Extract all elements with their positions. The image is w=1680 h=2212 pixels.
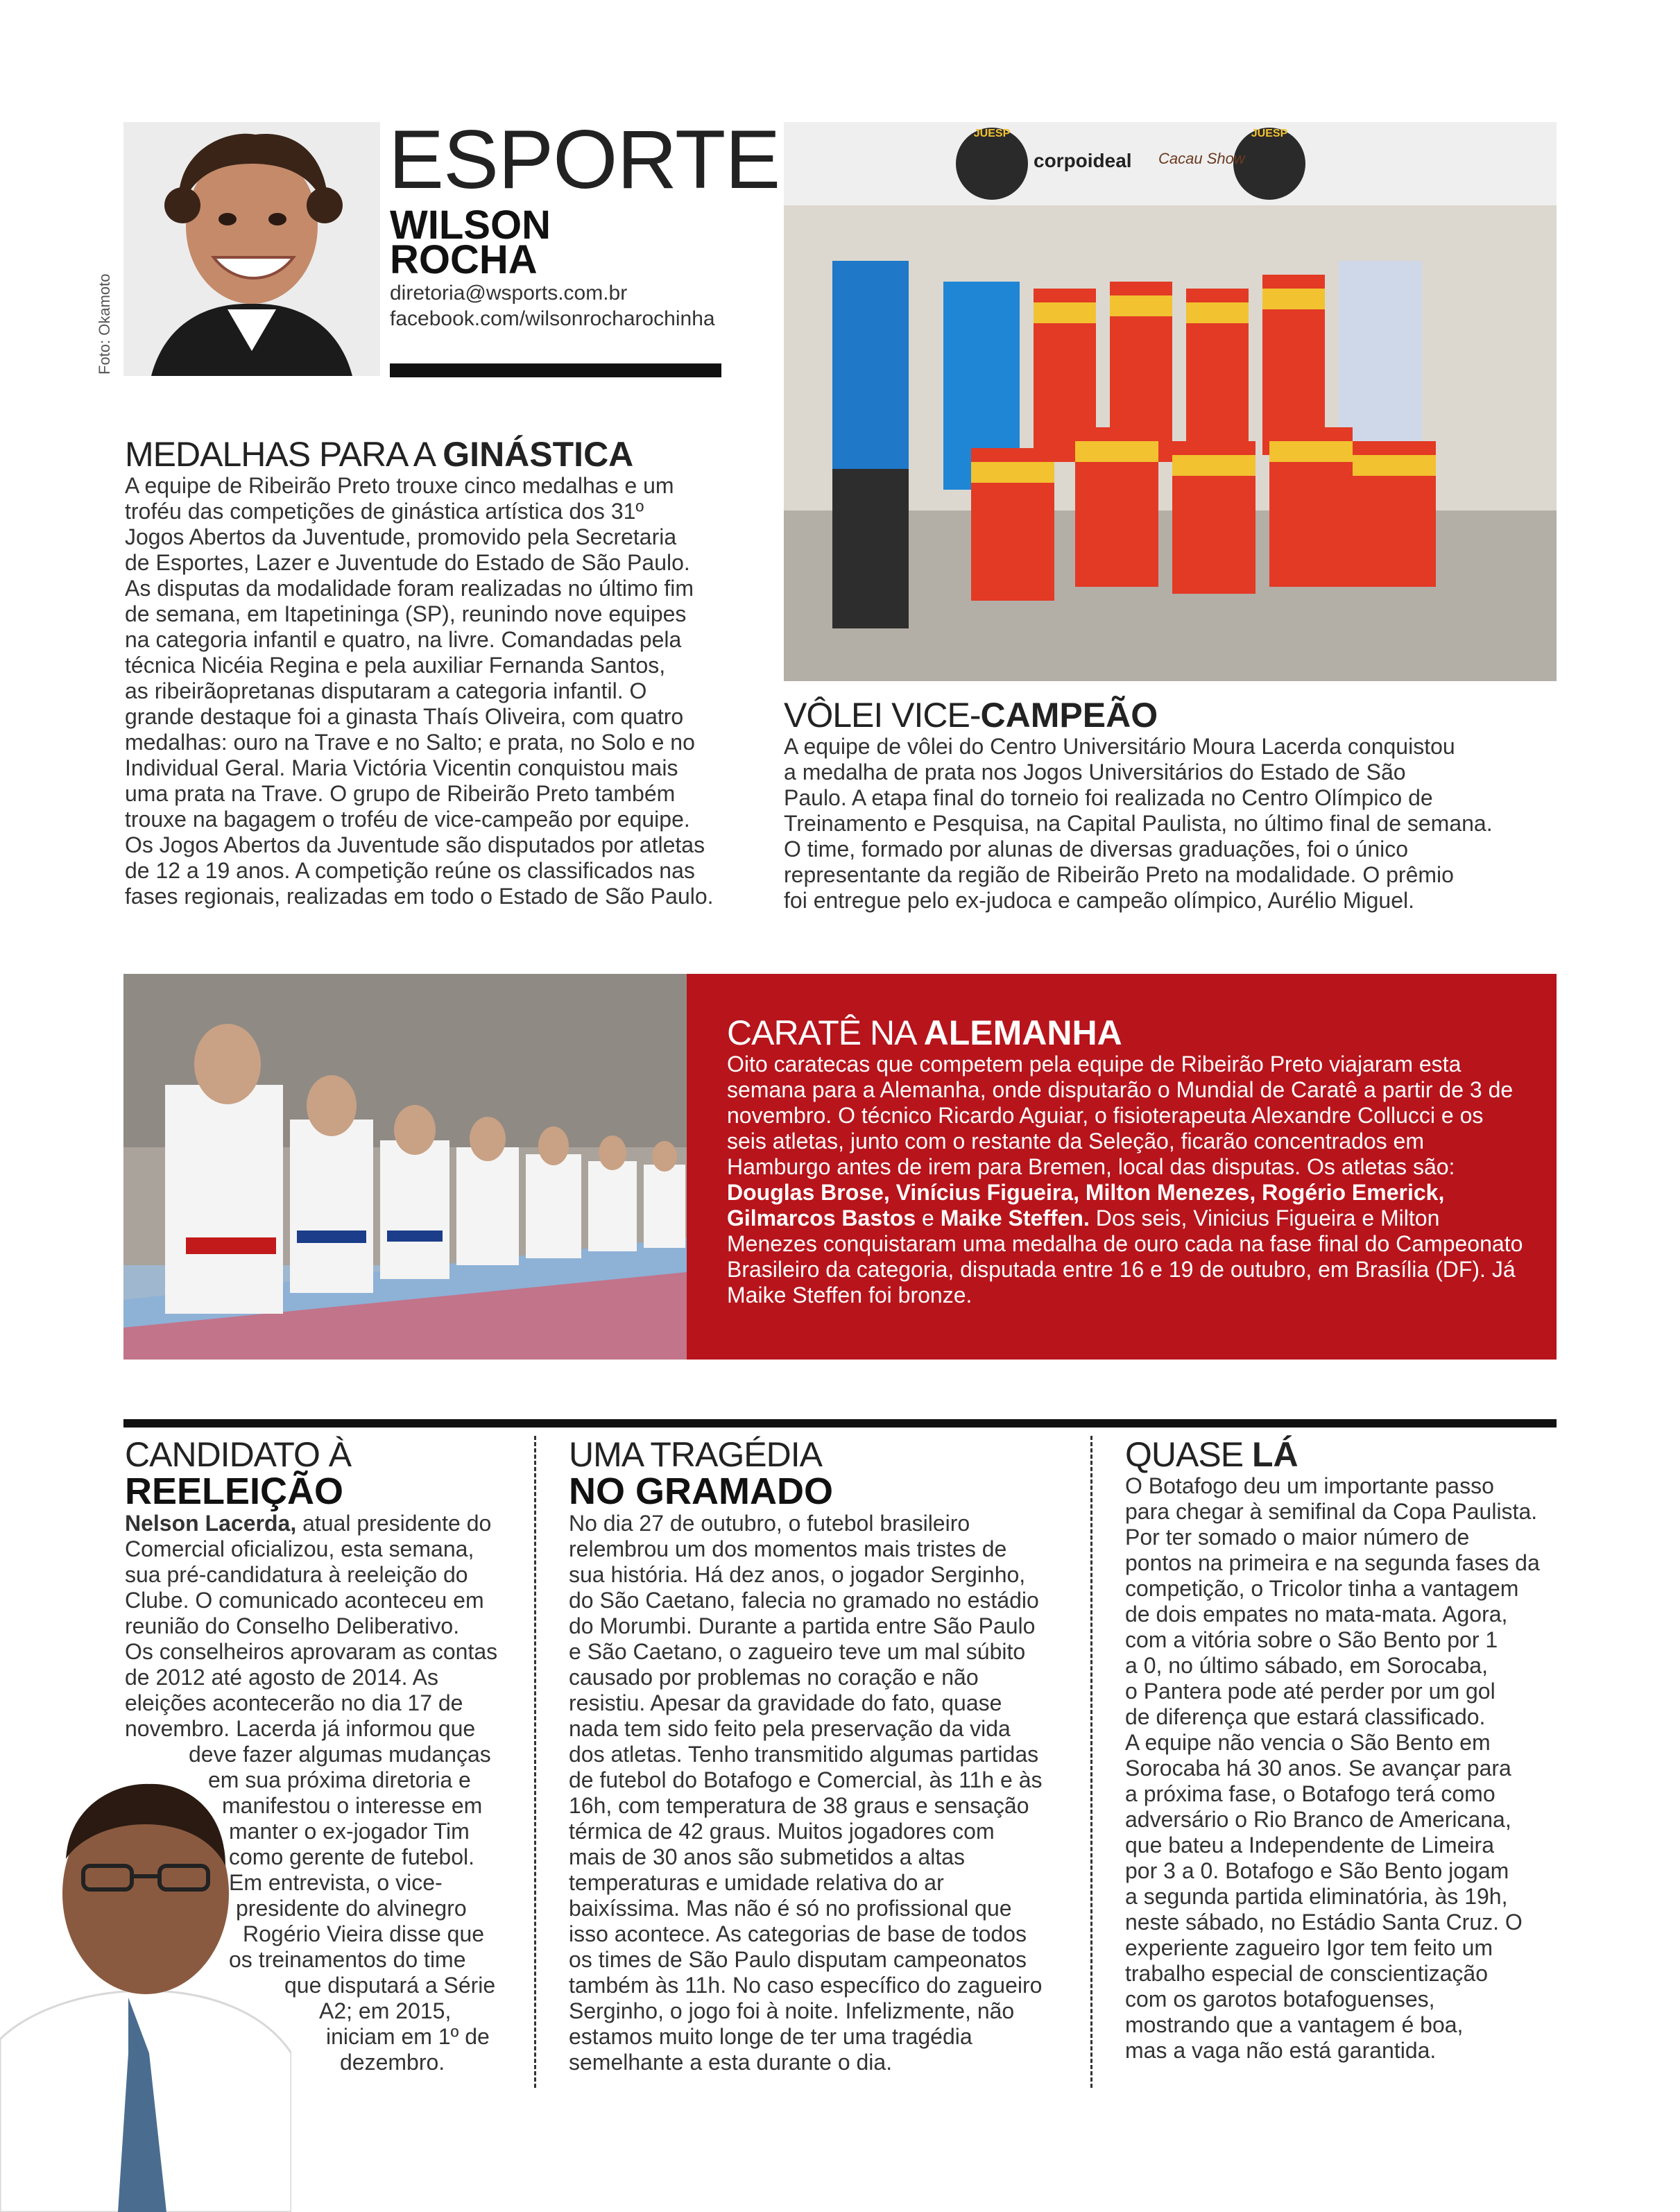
quase-line: neste sábado, no Estádio Santa Cruz. O: [1125, 1910, 1523, 1935]
carate-body: [727, 1052, 1525, 1308]
ginastica-line: uma prata na Trave. O grupo de Ribeirão Preto também: [125, 781, 676, 806]
quase-line: a segunda partida eliminatória, às 19h,: [1125, 1884, 1508, 1909]
quase-line: o Pantera pode até perder por um gol: [1125, 1679, 1495, 1704]
ginastica-line: As disputas da modalidade foram realizadas no último fim: [125, 576, 694, 601]
reeleicao-line: os treinamentos do time: [229, 1947, 466, 1972]
column-divider-1: [534, 1436, 536, 2088]
quase-line: de diferença que estará classificado.: [1125, 1704, 1486, 1729]
tragedia-line: sua história. Há dez anos, o jogador Serginho,: [569, 1562, 1026, 1587]
quase-line: que bateu a Independente de Limeira: [1125, 1833, 1494, 1858]
tragedia-line: relembrou um dos momentos mais tristes de: [569, 1536, 1007, 1561]
tragedia-line: do São Caetano, falecia no gramado no estádio: [569, 1588, 1039, 1613]
photo-banner-juesp-1: JUESP: [973, 128, 1011, 139]
volei-line: Paulo. A etapa final do torneio foi realizada no Centro Olímpico de: [784, 785, 1433, 810]
reeleicao-line: sua pré-candidatura à reeleição do: [125, 1562, 468, 1587]
volei-line: Treinamento e Pesquisa, na Capital Paulista, no último final de semana.: [784, 811, 1493, 836]
quase-line: por 3 a 0. Botafogo e São Bento jogam: [1125, 1858, 1509, 1883]
reeleicao-line: iniciam em 1º de: [326, 2024, 490, 2049]
reeleicao-title-light: CANDIDATO À: [125, 1435, 352, 1474]
quase-line: com os garotos botafoguenses,: [1125, 1987, 1435, 2012]
quase-line: pontos na primeira e na segunda fases da: [1125, 1550, 1540, 1575]
author-name-last: ROCHA: [390, 237, 538, 282]
ginastica-line: Individual Geral. Maria Victória Vicentin conquistou mais: [125, 755, 678, 780]
tragedia-line: dos atletas. Tenho transmitido algumas partidas: [569, 1742, 1039, 1767]
carate-photo: [123, 974, 687, 1360]
quase-line: com a vitória sobre o São Bento por 1: [1125, 1627, 1498, 1652]
carate-title-light: CARATÊ NA: [727, 1013, 924, 1052]
tragedia-line: resistiu. Apesar da gravidade do fato, quase: [569, 1690, 1002, 1715]
reeleicao-line: manter o ex-jogador Tim: [229, 1819, 470, 1844]
tragedia-line: também às 11h. No caso específico do zagueiro: [569, 1973, 1043, 1998]
quase-line: competição, o Tricolor tinha a vantagem: [1125, 1576, 1519, 1601]
ginastica-line: de Esportes, Lazer e Juventude do Estado de São Paulo.: [125, 550, 690, 575]
photo-credit: Foto: Okamoto: [96, 273, 113, 375]
quase-line: trabalho especial de conscientização: [1125, 1961, 1488, 1986]
volei-line: O time, formado por alunas de diversas graduações, foi o único: [784, 837, 1409, 861]
ginastica-title: [125, 436, 633, 473]
volei-line: a medalha de prata nos Jogos Universitários do Estado de São: [784, 760, 1406, 785]
columnist-photo: [123, 122, 380, 376]
tragedia-line: No dia 27 de outubro, o futebol brasileiro: [569, 1511, 970, 1536]
ginastica-line: medalhas: ouro na Trave e no Salto; e prata, no Solo e no: [125, 730, 695, 755]
section-title: ESPORTE: [388, 113, 780, 206]
tragedia-line: e São Caetano, o zagueiro teve um mal súbito: [569, 1639, 1026, 1664]
reeleicao-line: manifestou o interesse em: [222, 1793, 483, 1818]
photo-banner-corpoideal: corpoideal: [1034, 150, 1132, 171]
carate-title-bold: ALEMANHA: [923, 1013, 1122, 1052]
photo-banner-juesp-2: JUESP: [1251, 128, 1288, 139]
quase-line: adversário o Rio Branco de Americana,: [1125, 1807, 1511, 1832]
reeleicao-line: A2; em 2015,: [319, 1998, 452, 2023]
volei-body: [784, 734, 1557, 914]
tragedia-line: mais de 30 anos são submetidos a altas: [569, 1844, 965, 1869]
volei-title-light: VÔLEI VICE-: [784, 696, 981, 735]
ginastica-line: Jogos Abertos da Juventude, promovido pela Secretaria: [125, 524, 677, 549]
reeleicao-line: novembro. Lacerda já informou que: [125, 1716, 476, 1741]
reeleicao-line: de 2012 até agosto de 2014. As: [125, 1665, 438, 1690]
carate-athletes-2: Maike Steffen.: [940, 1206, 1090, 1231]
ginastica-line: as ribeirãopretanas disputaram a categoria infantil. O: [125, 678, 647, 703]
reeleicao-line: em sua próxima diretoria e: [208, 1767, 471, 1792]
ginastica-body: [125, 473, 749, 909]
tragedia-line: estamos muito longe de ter uma tragédia: [569, 2024, 972, 2049]
tragedia-line: 16h, com temperatura de 38 graus e sensação: [569, 1793, 1029, 1818]
ginastica-line: Os Jogos Abertos da Juventude são disputados por atletas: [125, 832, 705, 857]
reeleicao-line: que disputará a Série: [284, 1973, 496, 1998]
ginastica-line: técnica Nicéia Regina e pela auxiliar Fernanda Santos,: [125, 653, 666, 678]
reeleicao-line: Comercial oficializou, esta semana,: [125, 1536, 474, 1561]
tragedia-body: [569, 1511, 1075, 2075]
header-rule: [390, 363, 721, 377]
volei-line: representante da região de Ribeirão Preto na modalidade. O prêmio: [784, 862, 1454, 887]
reeleicao-line: Rogério Vieira disse que: [243, 1921, 485, 1946]
reeleicao-line: [125, 1511, 513, 1536]
quase-line: Sorocaba há 30 anos. Se avançar para: [1125, 1756, 1511, 1781]
tragedia-line: do Morumbi. Durante a partida entre São Paulo: [569, 1613, 1036, 1638]
quase-line: O Botafogo deu um importante passo: [1125, 1473, 1494, 1498]
carate-text-and: e: [916, 1206, 941, 1231]
reeleicao-line: Os conselheiros aprovaram as contas: [125, 1639, 498, 1664]
quase-line: para chegar à semifinal da Copa Paulista.: [1125, 1499, 1538, 1524]
photo-banner-cacau-show: Cacau Show: [1158, 150, 1245, 167]
volei-title: [784, 696, 1158, 734]
quase-title-bold: LÁ: [1251, 1435, 1298, 1474]
tragedia-line: térmica de 42 graus. Muitos jogadores com: [569, 1819, 995, 1844]
quase-line: mostrando que a vantagem é boa,: [1125, 2012, 1464, 2037]
reeleicao-body: [125, 1511, 513, 2075]
tragedia-line: os times de São Paulo disputam campeonatos: [569, 1947, 1027, 1972]
volei-title-bold: CAMPEÃO: [980, 696, 1158, 735]
tragedia-line: causado por problemas no coração e não: [569, 1665, 979, 1690]
tragedia-title-light: UMA TRAGÉDIA: [569, 1435, 822, 1474]
ginastica-line: grande destaque foi a ginasta Thaís Oliveira, com quatro: [125, 704, 684, 729]
columnist-portrait-icon: [123, 122, 380, 376]
ginastica-line: trouxe na bagagem o troféu de vice-campeão por equipe.: [125, 807, 690, 832]
tragedia-title-bold: NO GRAMADO: [569, 1471, 833, 1512]
author-email[interactable]: diretoria@wsports.com.br: [390, 282, 628, 305]
ginastica-line: de semana, em Itapetininga (SP), reunindo nove equipes: [125, 601, 687, 626]
ginastica-line: fases regionais, realizadas em todo o Estado de São Paulo.: [125, 884, 714, 909]
bottom-rule: [123, 1419, 1557, 1427]
reeleicao-line: presidente do alvinegro: [236, 1896, 467, 1921]
carate-text-2: Dos seis, Vinicius Figueira e Milton Menezes conquistaram uma medalha de ouro cada na fase final do Campeonato Brasileiro da categoria, disputada entre 16 e 19 de outubro, em Brasília (DF). Já Maike Steffen foi bronze.: [727, 1206, 1523, 1308]
ginastica-line: na categoria infantil e quatro, na livre. Comandadas pela: [125, 627, 682, 652]
reeleicao-line: como gerente de futebol.: [229, 1844, 475, 1869]
volei-team-photo: [784, 122, 1557, 681]
author-facebook[interactable]: facebook.com/wilsonrocharochinha: [390, 307, 715, 330]
quase-line: de dois empates no mata-mata. Agora,: [1125, 1602, 1508, 1627]
quase-line: mas a vaga não está garantida.: [1125, 2038, 1437, 2063]
tragedia-line: semelhante a esta durante o dia.: [569, 2050, 893, 2075]
ginastica-line: de 12 a 19 anos. A competição reúne os classificados nas: [125, 858, 695, 883]
reeleicao-line: reunião do Conselho Deliberativo.: [125, 1613, 460, 1638]
tragedia-line: Serginho, o jogo foi à noite. Infelizmente, não: [569, 1998, 1015, 2023]
author-name-first: WILSON: [390, 203, 551, 248]
reeleicao-line-0: atual presidente do: [296, 1511, 492, 1536]
quase-line: Por ter somado o maior número de: [1125, 1525, 1470, 1550]
quase-body: [1125, 1473, 1555, 2064]
column-divider-2: [1090, 1436, 1092, 2088]
carate-athletes-1: Douglas Brose, Vinícius Figueira, Milton Menezes, Rogério Emerick, Gilmarcos Bastos: [727, 1180, 1445, 1231]
ginastica-title-light: MEDALHAS PARA A: [125, 435, 443, 474]
quase-line: a próxima fase, o Botafogo terá como: [1125, 1781, 1495, 1806]
ginastica-line: troféu das competições de ginástica artística dos 31º: [125, 499, 644, 524]
quase-line: A equipe não vencia o São Bento em: [1125, 1730, 1491, 1755]
reeleicao-line: Em entrevista, o vice-: [229, 1870, 443, 1895]
tragedia-line: isso acontece. As categorias de base de todos: [569, 1921, 1027, 1946]
reeleicao-title-bold: REELEIÇÃO: [125, 1471, 344, 1512]
carate-title: [727, 1014, 1122, 1052]
tragedia-line: de futebol do Botafogo e Comercial, às 11h e às: [569, 1767, 1043, 1792]
tragedia-line: temperaturas e umidade relativa do ar: [569, 1870, 944, 1895]
ginastica-line: A equipe de Ribeirão Preto trouxe cinco medalhas e um: [125, 473, 674, 498]
volei-line: foi entregue pelo ex-judoca e campeão olímpico, Aurélio Miguel.: [784, 888, 1414, 913]
carate-text-1: Oito caratecas que competem pela equipe de Ribeirão Preto viajaram esta semana para a Alemanha, onde disputarão o Mundial de Caratê a partir de 3 de novembro. O técnico Ricardo Aguiar, o fisioterapeuta Alexandre Collucci e os seis atletas, junto com o restante da Seleção, ficarão concentrados em Hamburgo antes de irem para Bremen, local das disputas. Os atletas são:: [727, 1052, 1514, 1179]
reeleicao-line: eleições acontecerão no dia 17 de: [125, 1690, 463, 1715]
quase-title: [1125, 1436, 1298, 1473]
tragedia-line: baixíssima. Mas não é só no profissional que: [569, 1896, 1012, 1921]
ginastica-title-bold: GINÁSTICA: [443, 435, 634, 474]
reeleicao-lead-name: Nelson Lacerda,: [125, 1511, 297, 1536]
tragedia-line: nada tem sido feito pela preservação da vida: [569, 1716, 1011, 1741]
quase-title-light: QUASE: [1125, 1435, 1252, 1474]
reeleicao-line: dezembro.: [340, 2050, 445, 2075]
volei-line: A equipe de vôlei do Centro Universitário Moura Lacerda conquistou: [784, 734, 1455, 759]
reeleicao-line: Clube. O comunicado aconteceu em: [125, 1588, 484, 1613]
reeleicao-line: deve fazer algumas mudanças: [189, 1742, 491, 1767]
quase-line: experiente zagueiro Igor tem feito um: [1125, 1935, 1493, 1960]
quase-line: a 0, no último sábado, em Sorocaba,: [1125, 1653, 1488, 1678]
